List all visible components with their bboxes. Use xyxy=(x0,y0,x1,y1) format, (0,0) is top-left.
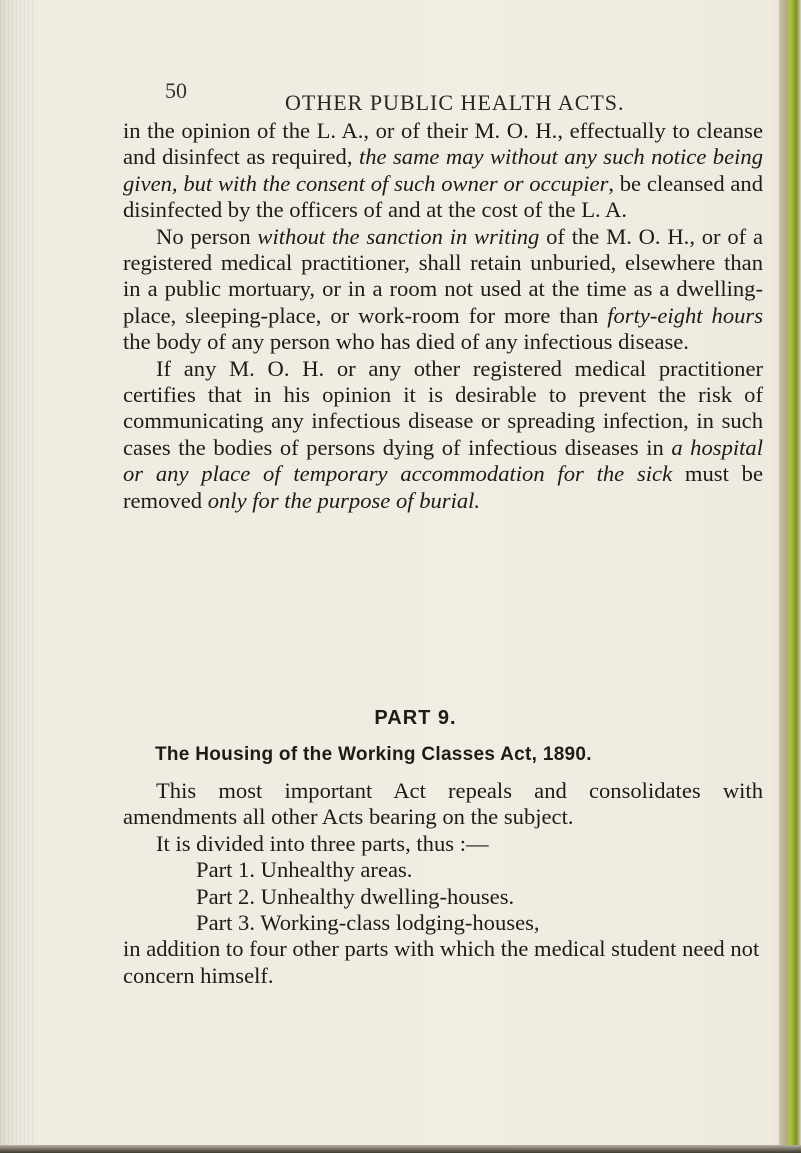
italic-text: a hospital or any place of temporary accommodation for the sick xyxy=(123,434,763,487)
body-text xyxy=(123,118,763,514)
text-run: in the opinion of the L. A., or of their M. O. H., effectually to cleanse and disinfect as required, xyxy=(123,118,763,170)
act-intro: This most important Act repeals and consolidates with amendments all other Acts bearing on the subject. xyxy=(123,778,763,830)
page-bottom-edge xyxy=(0,1145,801,1153)
act-title: The Housing of the Working Classes Act, 1890. xyxy=(155,744,592,765)
paragraph-hospital-removal xyxy=(123,356,763,514)
act-closing: in addition to four other parts with which the medical student need not concern himself. xyxy=(123,936,760,988)
part-9-text xyxy=(123,778,763,989)
part-list-item: Part 1. Unhealthy areas. xyxy=(196,857,413,883)
page-gutter xyxy=(0,0,34,1153)
italic-text: the same may without any such notice being given, but with the consent of such owner or occupier xyxy=(123,144,763,196)
text-run: No person xyxy=(156,223,258,249)
text-run: the body of any person who has died of any infectious disease. xyxy=(123,329,689,355)
italic-text: without the sanction in writing xyxy=(257,223,540,249)
part-list-item: Part 3. Working-class lodging-houses, xyxy=(196,910,540,936)
book-edge xyxy=(779,0,801,1153)
paragraph-unburied-bodies xyxy=(123,224,763,356)
paragraph-continuation xyxy=(123,118,763,224)
text-run: If any M. O. H. or any other registered medical practitioner certifies that in his opinion it is desirable to prevent the risk of communicating any infectious disease or spreading infection, in such cases the bodies of persons dying of infectious diseases in xyxy=(123,355,763,460)
page-number: 50 xyxy=(165,78,187,103)
text-run: , be cleansed and disinfected by the officers of and at the cost of the L. A. xyxy=(123,170,763,223)
part-list-item: Part 2. Unhealthy dwelling-houses. xyxy=(196,883,515,909)
italic-text: forty-eight hours xyxy=(607,302,763,328)
running-title: OTHER PUBLIC HEALTH ACTS. xyxy=(285,90,625,115)
text-run: must be removed xyxy=(123,461,763,513)
italic-text: only for the purpose of burial. xyxy=(207,487,481,513)
act-division: It is divided into three parts, thus :— xyxy=(156,830,489,856)
section-heading: PART 9. xyxy=(374,707,457,729)
text-run: of the M. O. H., or of a registered medical practitioner, shall retain unburied, elsewhere than in a public mortuary, or in a room not used at the time as a dwelling-place, sleeping-place, or work-room for more than xyxy=(123,223,763,328)
